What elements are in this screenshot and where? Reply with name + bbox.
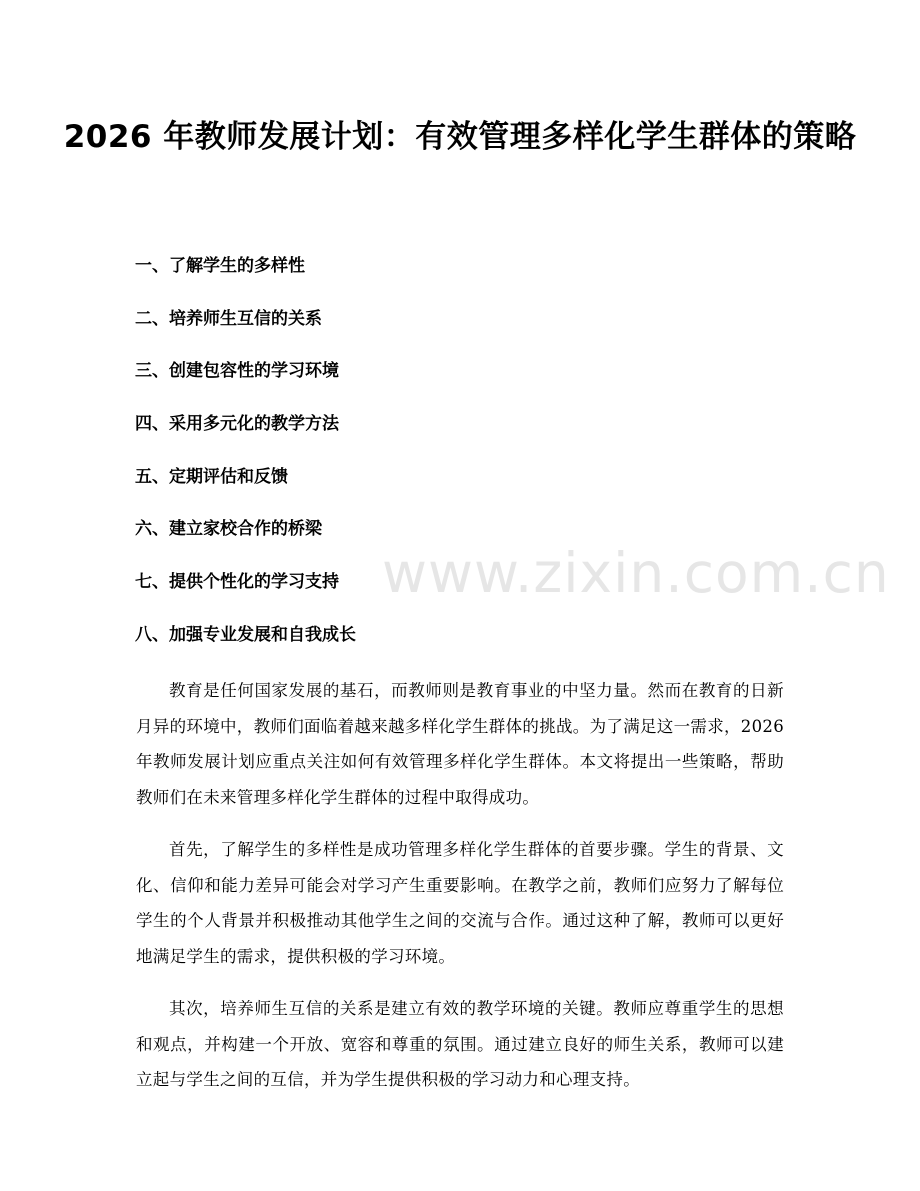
body-text [136,673,784,1115]
paragraph-diversity: 首先，了解学生的多样性是成功管理多样化学生群体的首要步骤。学生的背景、文化、信仰和能力差异可能会对学习产生重要影响。在教学之前，教师们应努力了解每位学生的个人背景并积极推动其他学生之间的交流与合作。通过这种了解，教师可以更好地满足学生的需求，提供积极的学习环境。 [136,840,784,966]
toc-item-5: 五、定期评估和反馈 [135,466,288,487]
paragraph-trust: 其次，培养师生互信的关系是建立有效的教学环境的关键。教师应尊重学生的思想和观点，并构建一个开放、宽容和尊重的氛围。通过建立良好的师生关系，教师可以建立起与学生之间的互信，并为学生提供积极的学习动力和心理支持。 [136,999,784,1089]
table-of-contents [135,251,785,673]
toc-item-1: 一、了解学生的多样性 [135,256,305,276]
paragraph-intro: 教育是任何国家发展的基石，而教师则是教育事业的中坚力量。然而在教育的日新月异的环境中，教师们面临着越来越多样化学生群体的挑战。为了满足这一需求，2026 年教师发展计划应重点关注如何有效管理多样化学生群体。本文将提出一些策略，帮助教师们在未来管理多样化学生群体的过程中取得成功。 [136,681,784,807]
toc-item-6: 六、建立家校合作的桥梁 [135,519,322,540]
toc-item-4: 四、采用多元化的教学方法 [135,414,339,435]
toc-item-3: 三、创建包容性的学习环境 [135,361,339,382]
document-title: 2026 年教师发展计划：有效管理多样化学生群体的策略 [63,119,857,155]
toc-item-7: 七、提供个性化的学习支持 [135,572,339,593]
toc-item-2: 二、培养师生互信的关系 [135,308,322,329]
toc-item-8: 八、加强专业发展和自我成长 [135,624,356,645]
watermark: www.zixin.com.cn [382,541,890,605]
